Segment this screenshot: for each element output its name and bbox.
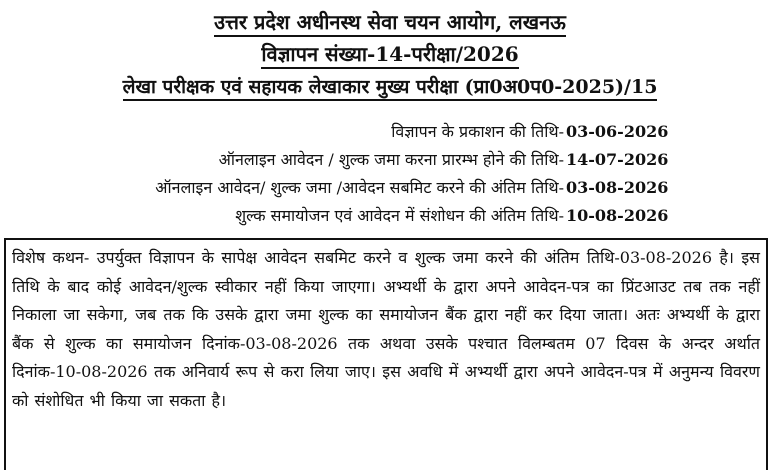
date-value: 14-07-2026: [566, 150, 669, 169]
commission-name-text: उत्तर प्रदेश अधीनस्थ सेवा चयन आयोग, लखनऊ: [214, 10, 566, 37]
special-notice-text: विशेष कथन- उपर्युक्त विज्ञापन के सापेक्ष आवेदन सबमिट करने व शुल्क जमा करने की अंतिम तिथि-03-08-2026 है। इस तिथि के बाद कोई आवेदन/शुल्क स्वीकार नहीं किया जाएगा। अभ्यर्थी के द्वारा अपने आवेदन-पत्र का प्रिंटआउट तब तक नहीं निकाला जा सकेगा, जब तक कि उसके द्वारा जमा शुल्क का समायोजन बैंक द्वारा नहीं कर दिया जाता। अतः अभ्यर्थी के द्वारा बैंक से शुल्क का समायोजन दिनांक-03-08-2026 तक अथवा उसके पश्चात विलम्बतम 07 दिवस के अन्दर अर्थात दिनांक-10-08-2026 तक अनिवार्य रूप से करा लिया जाए। इस अवधि में अभ्यर्थी द्वारा अपने आवेदन-पत्र में अनुमन्य विवरण को संशोधित भी किया जा सकता है।: [12, 248, 760, 410]
date-value: 03-06-2026: [566, 122, 669, 141]
date-label: विज्ञापन के प्रकाशन की तिथि-: [391, 122, 564, 141]
date-row: [0, 146, 780, 174]
date-value: 03-08-2026: [566, 178, 669, 197]
exam-title-text: लेखा परीक्षक एवं सहायक लेखाकार मुख्य परीक्षा (प्रा0अ0प0-2025)/15: [123, 76, 658, 101]
date-row: [0, 118, 780, 146]
date-label: शुल्क समायोजन एवं आवेदन में संशोधन की अंतिम तिथि-: [235, 206, 564, 225]
date-row: [0, 174, 780, 202]
date-value: 10-08-2026: [566, 206, 669, 225]
advertisement-number: [0, 44, 780, 64]
date-row: [0, 202, 780, 230]
date-label: ऑनलाइन आवेदन / शुल्क जमा करना प्रारम्भ होने की तिथि-: [218, 150, 564, 169]
advertisement-number-text: विज्ञापन संख्या-14-परीक्षा/2026: [261, 42, 518, 69]
date-label: ऑनलाइन आवेदन/ शुल्क जमा /आवेदन सबमिट करने की अंतिम तिथि-: [155, 178, 564, 197]
commission-name: [0, 12, 780, 32]
special-notice-box: [4, 238, 768, 470]
exam-title: [0, 78, 780, 97]
